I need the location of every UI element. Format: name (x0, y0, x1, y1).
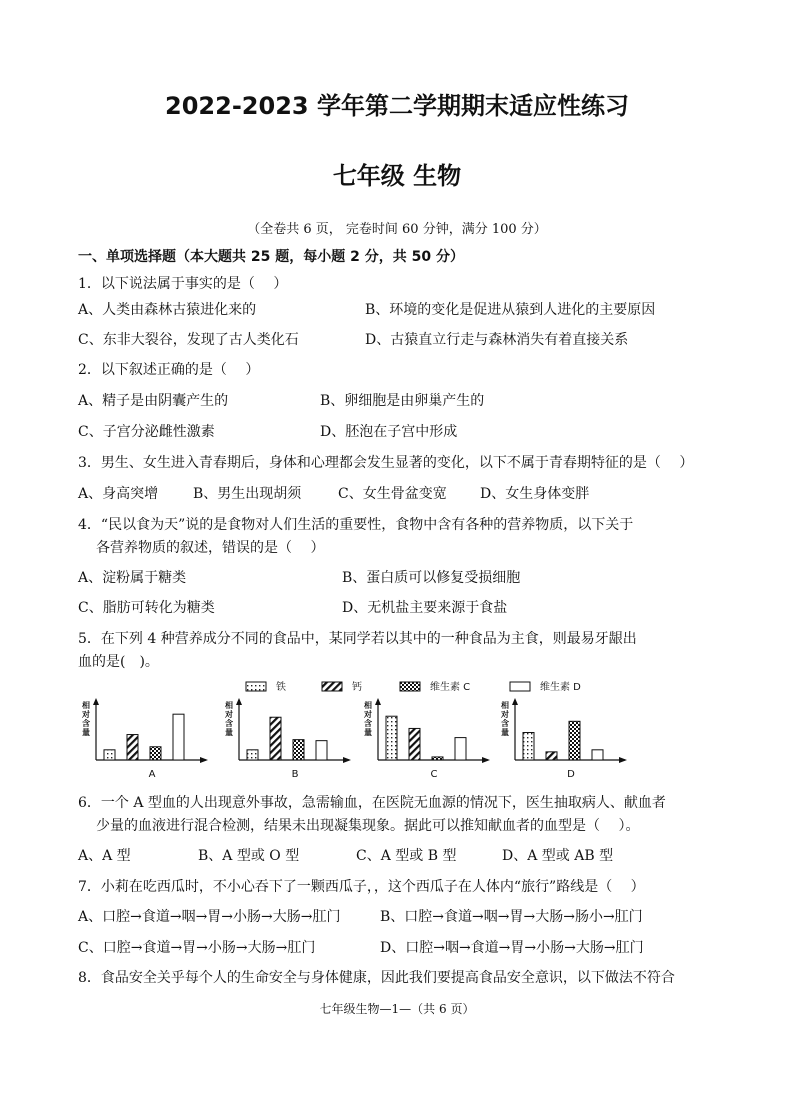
bar-a-3 (150, 747, 161, 760)
question-5-stem-cont: 血的是( )。 (78, 654, 159, 670)
bar-a-4 (173, 714, 184, 760)
exam-subject: 七年级 生物 (332, 162, 462, 190)
question-4-stem: 4．“民以食为天”说的是食物对人们生活的重要性，食物中含有各种的营养物质，以下关于 (78, 517, 634, 533)
bar-c-2 (409, 728, 420, 760)
bar-d-2 (546, 752, 557, 760)
panel-label: A (148, 769, 156, 780)
exam-info: （全卷共 6 页， 完卷时间 60 分钟，满分 100 分） (247, 222, 547, 237)
bar-b-3 (293, 740, 304, 760)
bar-d-3 (569, 721, 580, 760)
y-axis-label-char: 量 (225, 728, 233, 737)
y-axis-label-char: 含 (82, 719, 90, 728)
legend-swatch-3 (400, 682, 420, 691)
chart-panel-c (363, 698, 490, 780)
y-axis-label-char: 对 (82, 710, 90, 719)
y-axis-arrow (236, 698, 242, 705)
question-5-stem: 5．在下列 4 种营养成分不同的食品中，某同学若以其中的一种食品为主食，则最易牙龈出 (78, 631, 637, 647)
y-axis-label-char: 相 (501, 701, 509, 710)
q6-option-b: B、A 型或 O 型 (198, 848, 300, 864)
panel-label: B (291, 769, 299, 780)
bar-a-2 (127, 735, 138, 760)
bar-c-3 (432, 757, 443, 760)
bar-b-1 (247, 750, 258, 760)
q1-option-b: B、环境的变化是促进从猿到人进化的主要原因 (365, 302, 656, 318)
q4-option-a: A、淀粉属于糖类 (78, 570, 187, 586)
q6-option-d: D、A 型或 AB 型 (502, 848, 614, 864)
bar-c-1 (386, 716, 397, 760)
y-axis-label-char: 对 (225, 710, 233, 719)
y-axis-label-char: 含 (364, 719, 372, 728)
panel-label: C (430, 769, 438, 780)
y-axis-label-char: 含 (501, 719, 509, 728)
q6-option-c: C、A 型或 B 型 (356, 848, 457, 864)
q1-option-a: A、人类由森林古猿进化来的 (78, 302, 257, 318)
y-axis-label-char: 对 (364, 710, 372, 719)
bar-d-4 (592, 750, 603, 760)
q1-option-c: C、东非大裂谷，发现了古人类化石 (78, 332, 299, 348)
bar-a-1 (104, 750, 115, 760)
bar-b-4 (316, 741, 327, 760)
q2-option-a: A、精子是由阴囊产生的 (78, 393, 229, 409)
bar-d-1 (523, 733, 534, 760)
q2-option-d: D、胚泡在子宫中形成 (320, 424, 458, 440)
q3-option-c: C、女生骨盆变宽 (338, 486, 447, 502)
q7-option-b: B、口腔→食道→咽→胃→大肠→肠小→肛门 (380, 909, 643, 925)
q6-option-a: A、A 型 (78, 848, 131, 864)
q4-option-d: D、无机盐主要来源于食盐 (342, 600, 508, 616)
question-3-stem: 3．男生、女生进入青春期后，身体和心理都会发生显著的变化，以下不属于青春期特征的是（ ） (78, 455, 694, 471)
q3-option-d: D、女生身体变胖 (480, 486, 590, 502)
q3-option-a: A、身高突增 (78, 486, 159, 502)
section-heading: 一、单项选择题（本大题共 25 题，每小题 2 分，共 50 分） (78, 249, 464, 265)
legend-label-4: 维生素 D (540, 682, 581, 693)
question-8-stem: 8．食品安全关乎每个人的生命安全与身体健康，因此我们要提高食品安全意识，以下做法不符合 (78, 970, 675, 986)
y-axis-label-char: 相 (82, 701, 90, 710)
chart-panel-d (500, 698, 627, 780)
y-axis-label-char: 相 (364, 701, 372, 710)
x-axis-arrow (619, 757, 627, 763)
question-7-stem: 7．小莉在吃西瓜时，不小心吞下了一颗西瓜子，，这个西瓜子在人体内“旅行”路线是（ ） (78, 879, 645, 895)
x-axis-arrow (200, 757, 208, 763)
q3-option-b: B、男生出现胡须 (193, 486, 302, 502)
panel-label: D (567, 769, 575, 780)
y-axis-label-char: 量 (501, 728, 509, 737)
legend-swatch-2 (322, 682, 342, 691)
question-4-stem-cont: 各营养物质的叙述，错误的是（ ） (96, 540, 325, 556)
q2-option-b: B、卵细胞是由卵巢产生的 (320, 393, 485, 409)
y-axis-label-char: 量 (364, 728, 372, 737)
y-axis-label-char: 含 (225, 719, 233, 728)
chart-panel-a (81, 698, 208, 780)
y-axis-label-char: 相 (225, 701, 233, 710)
nutrient-bar-charts (70, 676, 630, 782)
q7-option-a: A、口腔→食道→咽→胃→小肠→大肠→肛门 (78, 909, 341, 925)
legend-swatch-1 (246, 682, 266, 691)
q7-option-d: D、口腔→咽→食道→胃→小肠→大肠→肛门 (380, 940, 644, 956)
y-axis-arrow (512, 698, 518, 705)
q4-option-b: B、蛋白质可以修复受损细胞 (342, 570, 521, 586)
question-6-stem: 6．一个 A 型血的人出现意外事故，急需输血，在医院无血源的情况下，医生抽取病人、献血者 (78, 795, 666, 811)
y-axis-arrow (375, 698, 381, 705)
legend-swatch-4 (510, 682, 530, 691)
question-1-stem: 1．以下说法属于事实的是（ ） (78, 276, 288, 292)
exam-title: 2022-2023 学年第二学期期末适应性练习 (165, 92, 629, 120)
q1-option-d: D、古猿直立行走与森林消失有着直接关系 (365, 332, 629, 348)
y-axis-label-char: 对 (501, 710, 509, 719)
legend-label-2: 钙 (352, 682, 362, 693)
q7-option-c: C、口腔→食道→胃→小肠→大肠→肛门 (78, 940, 316, 956)
question-6-stem-cont: 少量的血液进行混合检测，结果未出现凝集现象。据此可以推知献血者的血型是（ ）。 (96, 818, 640, 834)
chart-panel-b (224, 698, 351, 780)
question-2-stem: 2．以下叙述正确的是（ ） (78, 362, 260, 378)
page-footer: 七年级生物—1—（共 6 页） (319, 1002, 475, 1016)
y-axis-label-char: 量 (82, 728, 90, 737)
x-axis-arrow (343, 757, 351, 763)
bar-b-2 (270, 717, 281, 760)
y-axis-arrow (93, 698, 99, 705)
bar-c-4 (455, 738, 466, 760)
legend-label-1: 铁 (276, 682, 286, 693)
q4-option-c: C、脂肪可转化为糖类 (78, 600, 215, 616)
legend-label-3: 维生素 C (430, 682, 471, 693)
x-axis-arrow (482, 757, 490, 763)
q2-option-c: C、子宫分泌雌性激素 (78, 424, 215, 440)
